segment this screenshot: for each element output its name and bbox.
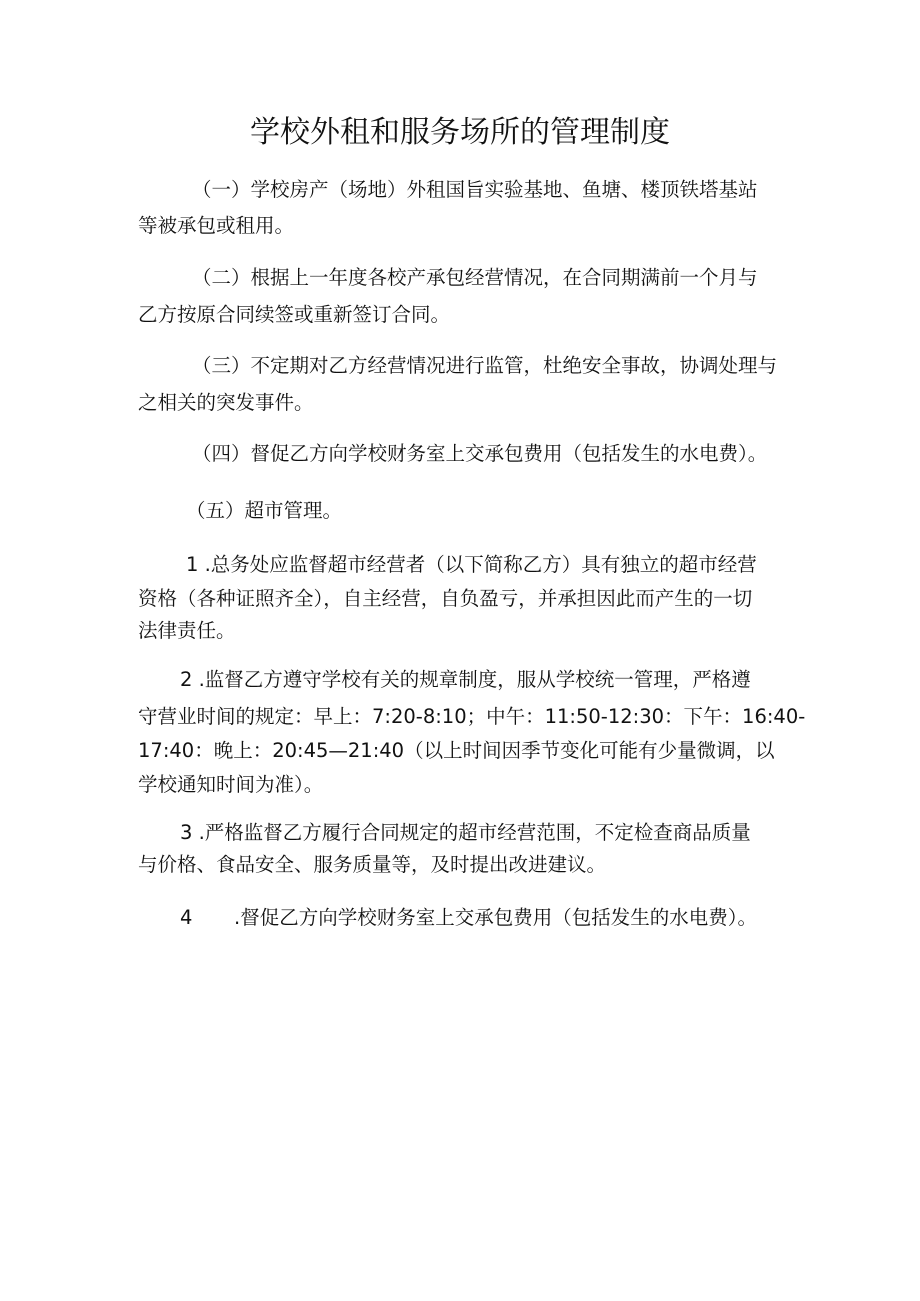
item-2-line-4: 学校通知时间为准）。 — [138, 773, 324, 796]
item-2-line-1: 2 .监督乙方遵守学校有关的规章制度，服从学校统一管理，严格遵 — [180, 668, 751, 691]
section-5-line-1: （五）超市管理。 — [186, 499, 343, 522]
item-2-line-2: 守营业时间的规定：早上：7:20-8:10；中午：11:50-12:30：下午：16:40- — [138, 705, 806, 728]
item-3-line-1: 3 .严格监督乙方履行合同规定的超市经营范围，不定检查商品质量 — [180, 821, 751, 844]
document-title: 学校外租和服务场所的管理制度 — [250, 115, 670, 150]
section-3-line-1: （三）不定期对乙方经营情况进行监管，杜绝安全事故，协调处理与 — [192, 354, 778, 377]
item-4-number: 4 — [180, 906, 193, 929]
section-3-line-2: 之相关的突发事件。 — [138, 391, 314, 414]
item-2-line-3: 17:40：晚上：20:45—21:40（以上时间因季节变化可能有少量微调，以 — [138, 739, 775, 762]
section-2-line-1: （二）根据上一年度各校产承包经营情况，在合同期满前一个月与 — [192, 266, 758, 289]
section-1-line-1: （一）学校房产（场地）外租国旨实验基地、鱼塘、楼顶铁塔基站 — [192, 178, 758, 201]
item-3-line-2: 与价格、食品安全、服务质量等，及时提出改进建议。 — [138, 853, 607, 876]
section-1-line-2: 等被承包或租用。 — [138, 214, 295, 237]
item-1-line-3: 法律责任。 — [138, 619, 236, 642]
item-1-line-2: 资格（各种证照齐全），自主经营，自负盈亏，并承担因此而产生的一切 — [138, 587, 753, 610]
item-1-line-1: 1 .总务处应监督超市经营者（以下简称乙方）具有独立的超市经营 — [186, 553, 757, 576]
section-4-line-1: （四）督促乙方向学校财务室上交承包费用（包括发生的水电费）。 — [192, 442, 768, 465]
section-2-line-2: 乙方按原合同续签或重新签订合同。 — [138, 303, 451, 326]
item-4-text: .督促乙方向学校财务室上交承包费用（包括发生的水电费）。 — [234, 906, 757, 929]
